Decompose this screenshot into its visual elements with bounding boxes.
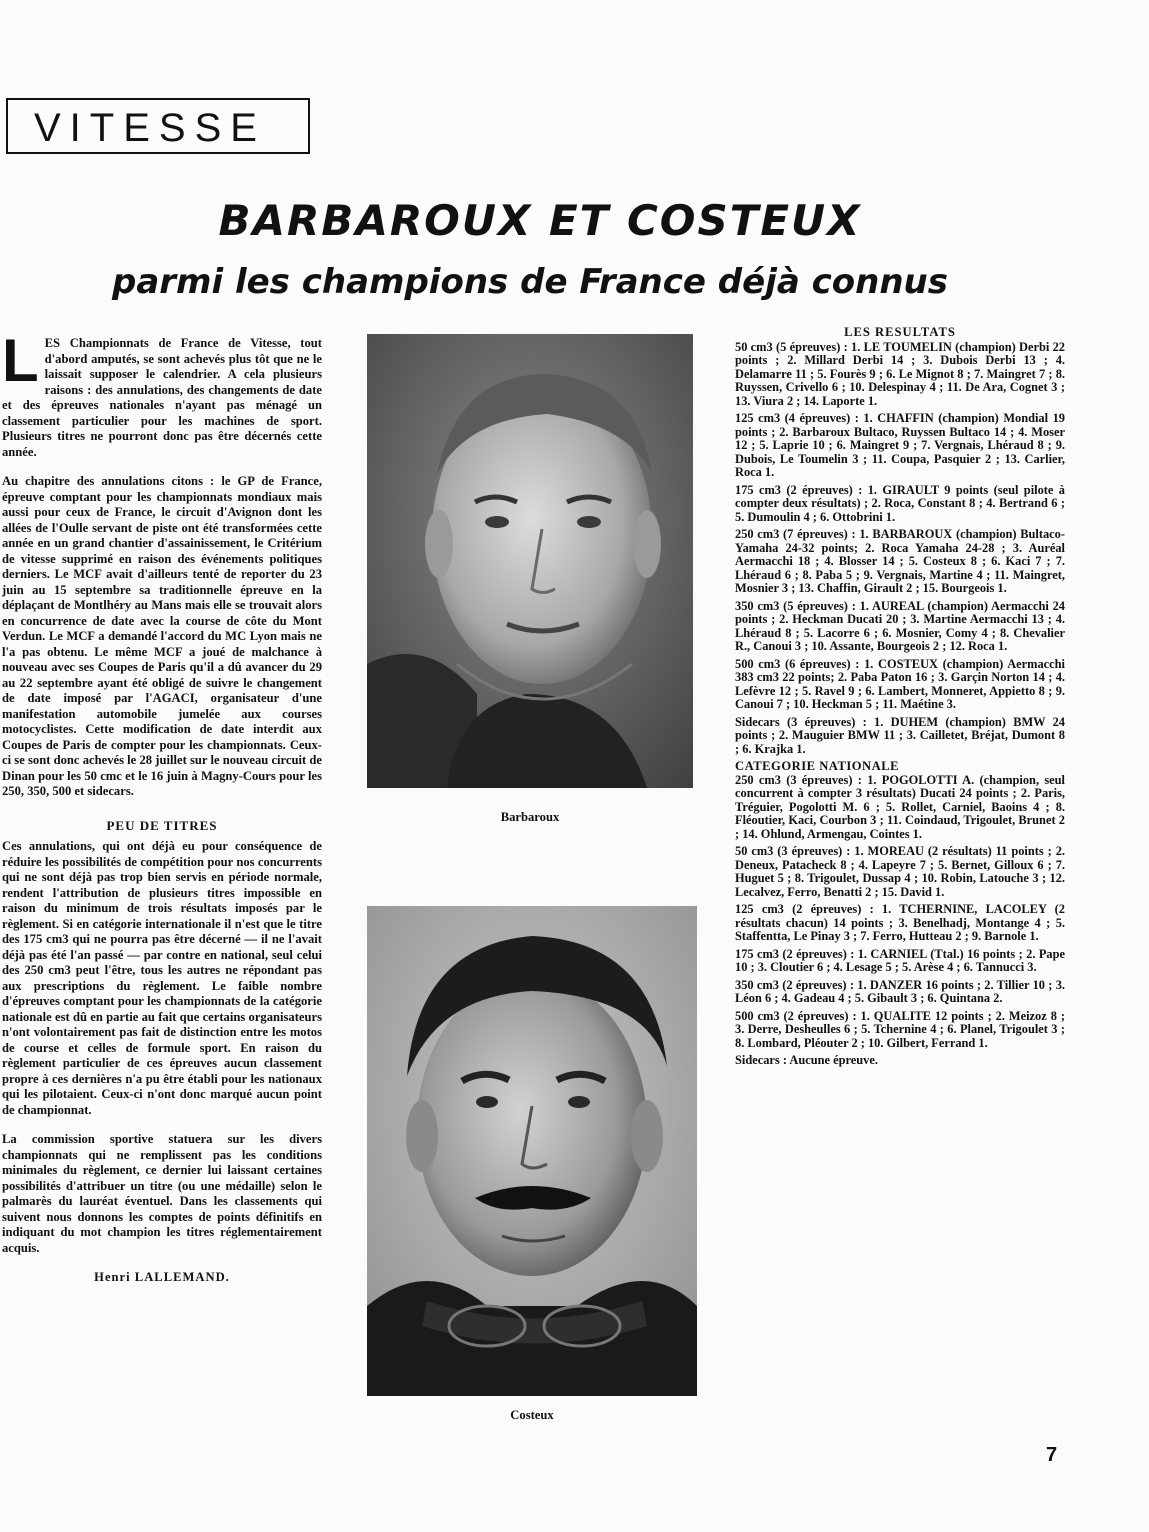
- results-column: [735, 326, 1065, 1072]
- author-byline: Henri LALLEMAND.: [94, 1270, 230, 1284]
- result-entry: Sidecars : Aucune épreuve.: [735, 1053, 878, 1067]
- result-entry: 250 cm3 (3 épreuves) : 1. POGOLOTTI A. (champion, seul concurrent à compter 3 résultats) Ducati 24 points ; 2. Paris, Tréguier, Pogolotti M. 6 ; 5. Rollet, Carniel, Baoins 4 ; 8. Fléoutier, Kaci, Courbon 3 ; 11. Coindaud, Trigoulet, Brunet 2 ; 14. Ohlund, Armengau, Cointes 1.: [735, 772, 1065, 841]
- national-title: CATEGORIE NATIONALE: [735, 759, 900, 773]
- article-column: [2, 327, 322, 1286]
- headline: BARBAROUX ET COSTEUX: [218, 196, 862, 245]
- result-entry: 50 cm3 (5 épreuves) : 1. LE TOUMELIN (champion) Derbi 22 points ; 2. Millard Derbi 14 ; 3. Dubois Derbi 13 ; 4. Delamarre 11 ; 5. Fourès 9 ; 6. Le Mignot 8 ; 7. Maingret 7 ; 8. Ruyssen, Crivello 6 ; 10. Delespinay 4 ; 11. De Ara, Cognet 3 ; 13. Viura 2 ; 14. Laporte 1.: [735, 339, 1065, 408]
- paragraph-text: ES Championnats de France de Vitesse, tout d'abord amputés, se sont achevés plus tôt que ne le laissait supposer le calendrier. A cela plusieurs raisons : des annulations, des changements de date et des épreuves nationales n'ayant pas ménagé un classement particulier pour les machines de sport. Plusieurs titres ne pourront donc pas être décernés cette année.: [2, 336, 322, 459]
- result-entry: 350 cm3 (2 épreuves) : 1. DANZER 16 points ; 2. Tillier 10 ; 3. Léon 6 ; 4. Gadeau 4 ; 5. Gibault 3 ; 6. Quintana 2.: [735, 977, 1065, 1005]
- photo-barbaroux: [367, 334, 693, 788]
- subheadline: parmi les champions de France déjà connus: [111, 262, 948, 302]
- result-entry: 125 cm3 (2 épreuves) : 1. TCHERNINE, LACOLEY (2 résultats chacun) 14 points ; 3. Benelhadj, Montange 4 ; 5. Staffentta, Le Pinay 3 ; 7. Ferro, Hutteau 2 ; 9. Barnole 1.: [735, 902, 1065, 943]
- page-number: 7: [1046, 1444, 1058, 1466]
- result-entry: 50 cm3 (3 épreuves) : 1. MOREAU (2 résultats) 11 points ; 2. Deneux, Patacheck 8 ; 4. Lapeyre 7 ; 5. Bernet, Gilloux 6 ; 7. Huguet 5 ; 8. Trigoulet, Dussap 4 ; 10. Robin, Latouche 3 ; 12. Lecalvez, Ferro, Benatti 2 ; 15. David 1.: [735, 844, 1065, 899]
- section-label: VITESSE: [34, 106, 266, 150]
- result-entry: 175 cm3 (2 épreuves) : 1. CARNIEL (Ttal.) 16 points ; 2. Pape 10 ; 3. Cloutier 6 ; 4. Lesage 5 ; 5. Arèse 4 ; 6. Tannucci 3.: [735, 946, 1065, 974]
- photo-caption: Costeux: [510, 1408, 554, 1422]
- result-entry: 175 cm3 (2 épreuves) : 1. GIRAULT 9 points (seul pilote à compter deux résultats) ; 2. Roca, Constant 8 ; 4. Bertrand 6 ; 5. Dumoulin 4 ; 6. Ottobrini 1.: [735, 482, 1065, 524]
- article-paragraph: [2, 327, 322, 460]
- result-entry: Sidecars (3 épreuves) : 1. DUHEM (champion) BMW 24 points ; 2. Mauguier BMW 11 ; 3. Cailletet, Bréjat, Dumont 8 ; 6. Krajka 1.: [735, 714, 1065, 756]
- result-entry: 350 cm3 (5 épreuves) : 1. AUREAL (champion) Aermacchi 24 points ; 2. Heckman Ducati 20 ; 3. Martine Aermacchi 13 ; 4. Lhéraud 8 ; 5. Lacorre 6 ; 6. Mosnier, Comy 4 ; 8. Chevalier R., Canoui 3 ; 10. Assante, Bourgeois 2 ; 12. Roca 1.: [735, 598, 1065, 653]
- drop-cap: L: [2, 327, 39, 394]
- photo-caption: Barbaroux: [500, 810, 560, 824]
- result-entry: 250 cm3 (7 épreuves) : 1. BARBAROUX (champion) Bultaco-Yamaha 24-32 points; 2. Roca Yamaha 24-28 ; 3. Auréal Aermacchi 18 ; 4. Blosser 14 ; 5. Costeux 8 ; 6. Kaci 7 ; 7. Lhéraud 6 ; 8. Paba 5 ; 9. Vergnais, Martine 4 ; 11. Maingret, Mosnier 3 ; 13. Chaffin, Girault 2 ; 15. Bourgeois 1.: [735, 527, 1065, 595]
- article-paragraph: Au chapitre des annulations citons : le GP de France, épreuve comptant pour les championnats mondiaux mais aussi pour ceux de France, le circuit d'Avignon dont les allées de l'Oulle servant de piste ont été transformées cette année en un grand chantier d'assainissement, le Critérium de vitesse supprimé en raison des événements politiques derniers. Le MCF avait d'ailleurs tenté de reporter du 23 juin au 15 septembre sa traditionnelle épreuve en la déplaçant de Montlhéry au Mans mais elle se trouvait alors en concurrence de date avec la course de côte du Mont Verdun. Le MCF a demandé l'accord du MC Lyon mais ne l'a pas obtenu. Le même MCF a joué de malchance à nouveau avec ses Coupes de Paris qu'il a dû avancer du 29 au 22 septembre ayant été obligé de suivre le changement de date imposé par l'AGACI, organisateur d'une manifestation automobile jumelée aux courses motocyclistes. Cette modification de date interdit aux Coupes de Paris de compter pour les championnats. Ceux-ci se sont donc achevés le 28 juillet sur le nouveau circuit de Dinan pour les 50 cmc et le 16 juin à Magny-Cours pour les 250, 350, 500 et sidecars.: [2, 474, 322, 798]
- result-entry: 500 cm3 (6 épreuves) : 1. COSTEUX (champion) Aermacchi 383 cm3 22 points; 2. Paba Paton 16 ; 3. Garçin Norton 14 ; 4. Lefèvre 12 ; 5. Ravel 9 ; 6. Lambert, Monneret, Appietto 8 ; 9. Canoui 7 ; 10. Heckman 5 ; 11. Maétine 3.: [735, 656, 1065, 711]
- section-subhead: PEU DE TITRES: [106, 817, 218, 833]
- article-paragraph: Ces annulations, qui ont déjà eu pour conséquence de réduire les possibilités de compétition pour nos concurrents qui ne sont déjà pas trop bien servis en période normale, rendent l'attribution de plusieurs titres impossible en raison du minimum de trois résultats imposés par le règlement. Si en catégorie internationale il n'est que le titre des 175 cm3 qui ne pourra pas être décerné — il ne l'avait déjà pas été l'an passé — par contre en national, seul celui des 250 cm3 peut l'être, tous les autres ne répondant pas aux prescriptions du règlement. Le faible nombre d'épreuves comptant pour les championnats de la catégorie nationale est dû en partie au fait que certains organisateurs n'ont volontairement pas fait de distinction entre les motos de course et celles de formule sport. En raison du règlement particulier de ces épreuves aucun classement propre à ces dernières n'a pu être établi pour les nationaux qui les pilotaient. Ceux-ci n'ont donc marqué aucun point de championnat.: [2, 839, 322, 1117]
- photo-costeux: [367, 906, 697, 1396]
- article-paragraph: La commission sportive statuera sur les divers championnats qui ne remplissent pas les conditions minimales du règlement, ce dernier lui laissant certaines possibilités d'attribuer un titre (ou une médaille) selon le palmarès du lauréat éventuel. Dans les classements qui suivent nous donnons les comptes de points définitifs en indiquant du mot champion les titres réglementairement acquis.: [2, 1132, 322, 1255]
- results-title: LES RESULTATS: [844, 325, 956, 339]
- result-entry: 500 cm3 (2 épreuves) : 1. QUALITE 12 points ; 2. Meizoz 8 ; 3. Derre, Desheulles 6 ; 5. Tchernine 4 ; 6. Planel, Trigoulet 3 ; 8. Lombard, Pléouter 2 ; 10. Gilbert, Ferrand 1.: [735, 1008, 1065, 1050]
- result-entry: 125 cm3 (4 épreuves) : 1. CHAFFIN (champion) Mondial 19 points ; 2. Barbaroux Bultaco, Ruyssen Bultaco 14 ; 4. Moser 12 ; 5. Laprie 10 ; 6. Maingret 9 ; 7. Vergnais, Lhéraud 8 ; 9. Dubois, Le Toumelin 3 ; 11. Coupa, Pasquier 2 ; 13. Carlier, Roca 1.: [735, 411, 1065, 479]
